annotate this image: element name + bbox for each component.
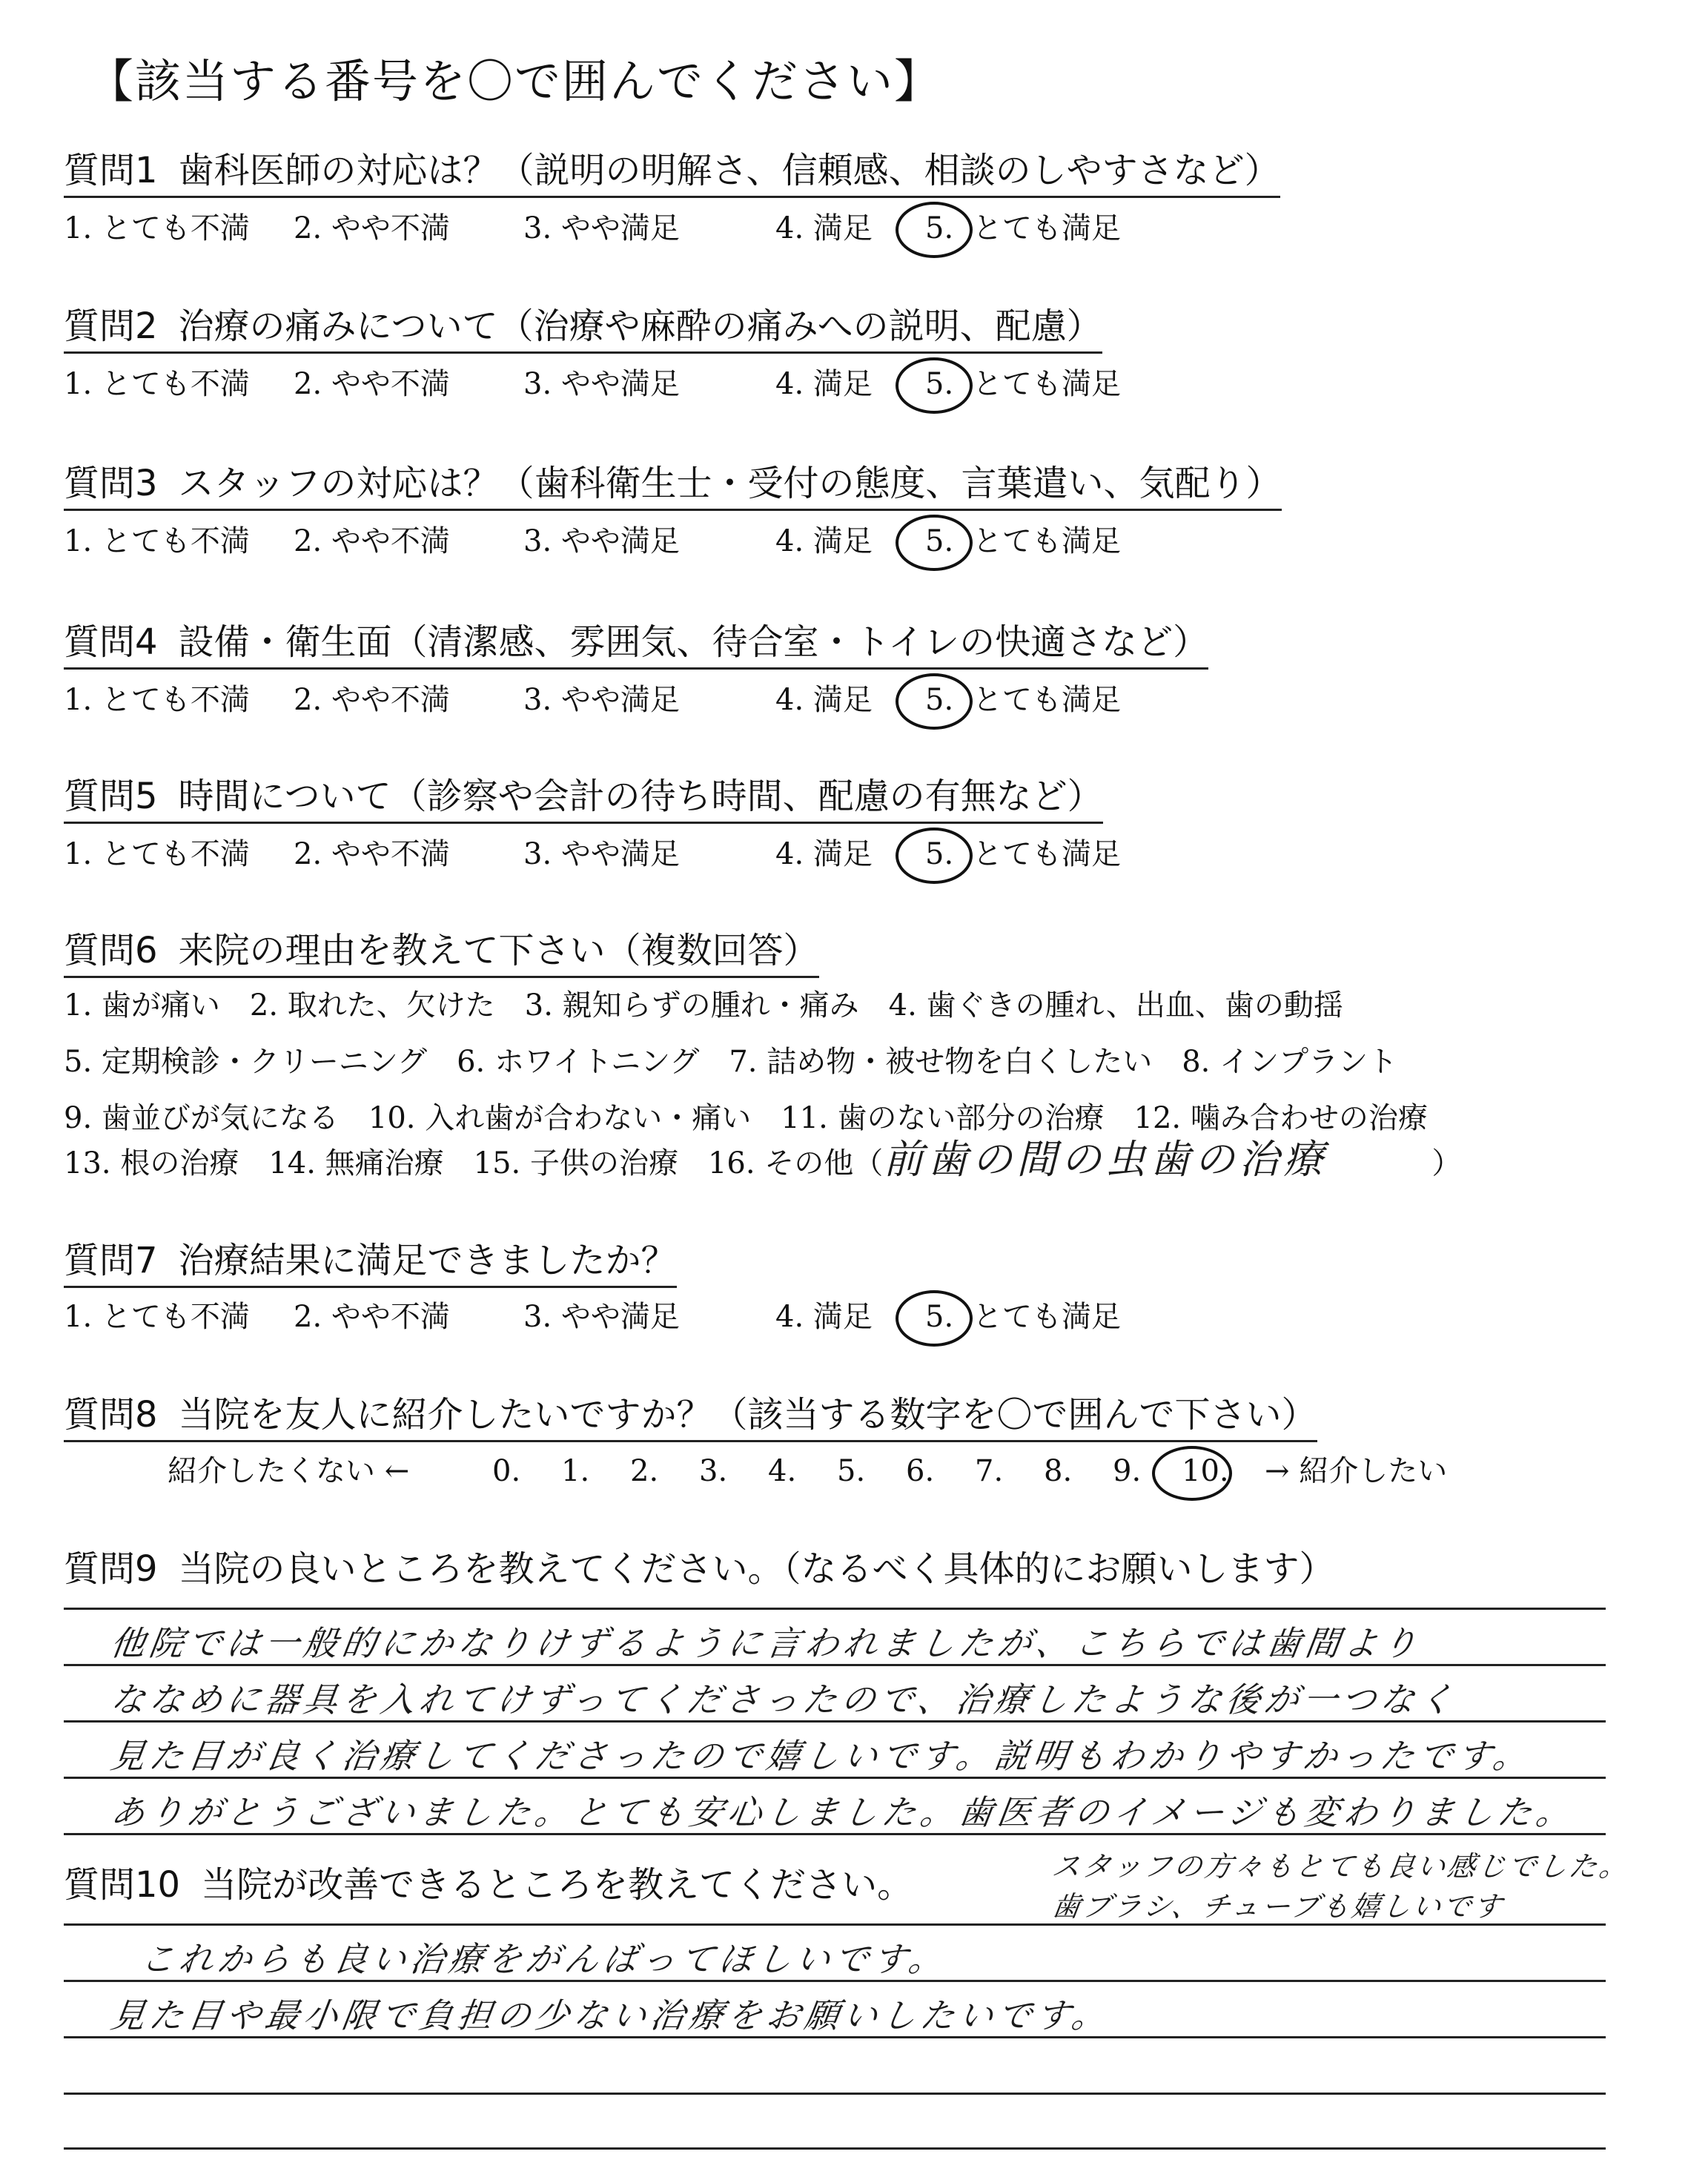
option-4[interactable]: 4. 満足: [775, 367, 873, 401]
q10-answer-2: 見た目や最小限で負担の少ない治療をお願いしたいです。: [107, 1995, 1113, 2035]
option-2[interactable]: 2. やや不満: [294, 837, 450, 871]
option-2[interactable]: 2. やや不満: [294, 1300, 450, 1334]
option-5[interactable]: 5.: [925, 367, 954, 401]
q5-heading: [64, 774, 1103, 824]
option-6[interactable]: とても満足: [973, 211, 1121, 245]
q1-text: 歯科医師の対応は？（説明の明解さ、信頼感、相談のしやすさなど）: [178, 150, 1280, 191]
q8-selected-circle: [1152, 1446, 1232, 1501]
q10-line-5: [64, 2147, 1606, 2150]
q8-scale-0[interactable]: 0.: [492, 1454, 521, 1488]
q10-side-note-1: スタッフの方々もとても良い感じでした。: [1050, 1850, 1632, 1883]
option-6[interactable]: とても満足: [973, 837, 1121, 871]
option-4[interactable]: 4. 満足: [775, 1300, 873, 1334]
q4-label: 質問4: [64, 621, 158, 663]
q10-line-1: [64, 1923, 1606, 1926]
option-3[interactable]: 3. やや満足: [523, 524, 680, 558]
q1-heading: [64, 148, 1280, 198]
q6-options-row-3: 9. 歯並びが気になる 10. 入れ歯が合わない・痛い 11. 歯のない部分の治療 12. 噛み合わせの治療: [64, 1101, 1428, 1135]
q6-options-row-1: 1. 歯が痛い 2. 取れた、欠けた 3. 親知らずの腫れ・痛み 4. 歯ぐきの腫れ、出血、歯の動揺: [64, 988, 1343, 1023]
option-4[interactable]: 4. 満足: [775, 683, 873, 717]
selected-circle: [896, 828, 973, 884]
selected-circle: [896, 202, 973, 258]
q8-scale-3[interactable]: 3.: [699, 1454, 728, 1488]
q10-text: 当院が改善できるところを教えてください。: [201, 1864, 913, 1906]
q6-label: 質問6: [64, 930, 158, 971]
option-2[interactable]: 2. やや不満: [294, 683, 450, 717]
option-2[interactable]: 2. やや不満: [294, 524, 450, 558]
q8-text: 当院を友人に紹介したいですか？（該当する数字を〇で囲んで下さい）: [178, 1394, 1317, 1436]
q8-right-label: → 紹介したい: [1265, 1454, 1448, 1488]
q10-label: 質問10: [64, 1864, 181, 1906]
option-1[interactable]: 1. とても不満: [64, 683, 250, 717]
q2-heading: [64, 304, 1102, 354]
q6-other-answer: 前歯の間の虫歯の治療: [883, 1136, 1328, 1183]
q9-label: 質問9: [64, 1548, 158, 1590]
option-2[interactable]: 2. やや不満: [294, 211, 450, 245]
q7-label: 質問7: [64, 1240, 158, 1281]
q8-label: 質問8: [64, 1394, 158, 1436]
q5-label: 質問5: [64, 776, 158, 817]
q10-answer-1: これからも良い治療をがんばってほしいです。: [137, 1939, 950, 1979]
q4-text: 設備・衛生面（清潔感、雰囲気、待合室・トイレの快適さなど）: [178, 621, 1209, 663]
q3-text: スタッフの対応は？（歯科衛生士・受付の態度、言葉遣い、気配り）: [178, 463, 1282, 504]
q8-scale-4[interactable]: 4.: [768, 1454, 797, 1488]
option-3[interactable]: 3. やや満足: [523, 211, 680, 245]
option-4[interactable]: 4. 満足: [775, 837, 873, 871]
q8-left-label: 紹介したくない ←: [168, 1454, 410, 1488]
option-1[interactable]: 1. とても不満: [64, 1300, 250, 1334]
q6-options-row-4: [64, 1136, 1462, 1183]
selected-circle: [896, 357, 973, 414]
q9-answer-1: 他院では一般的にかなりけずるように言われましたが、こちらでは歯間より: [107, 1623, 1424, 1663]
option-3[interactable]: 3. やや満足: [523, 837, 680, 871]
q7-text: 治療結果に満足できましたか？: [178, 1240, 677, 1281]
option-5[interactable]: 5.: [925, 524, 954, 558]
option-4[interactable]: 4. 満足: [775, 211, 873, 245]
q8-scale-6[interactable]: 6.: [906, 1454, 935, 1488]
q8-scale-1[interactable]: 1.: [561, 1454, 590, 1488]
q3-label: 質問3: [64, 463, 158, 504]
q9-answer-4: ありがとうございました。とても安心しました。歯医者のイメージも変わりました。: [107, 1792, 1578, 1832]
option-3[interactable]: 3. やや満足: [523, 367, 680, 401]
option-1[interactable]: 1. とても不満: [64, 367, 250, 401]
q7-heading: [64, 1238, 677, 1288]
q8-scale-5[interactable]: 5.: [837, 1454, 866, 1488]
q6-heading: [64, 928, 819, 978]
selected-circle: [896, 1290, 973, 1347]
q6-text: 来院の理由を教えて下さい（複数回答）: [178, 930, 819, 971]
option-6[interactable]: とても満足: [973, 367, 1121, 401]
q3-heading: [64, 461, 1282, 511]
q9-answer-2: ななめに器具を入れてけずってくださったので、治療したような後が一つなく: [107, 1680, 1460, 1720]
option-6[interactable]: とても満足: [973, 1300, 1121, 1334]
q10-line-4: [64, 2093, 1606, 2095]
q10-side-note-2: 歯ブラシ、チューブも嬉しいです: [1050, 1890, 1506, 1923]
option-2[interactable]: 2. やや不満: [294, 367, 450, 401]
option-3[interactable]: 3. やや満足: [523, 1300, 680, 1334]
option-6[interactable]: とても満足: [973, 524, 1121, 558]
option-1[interactable]: 1. とても不満: [64, 524, 250, 558]
q8-scale-9[interactable]: 9.: [1113, 1454, 1142, 1488]
q5-text: 時間について（診察や会計の待ち時間、配慮の有無など）: [178, 776, 1103, 817]
option-1[interactable]: 1. とても不満: [64, 211, 250, 245]
q9-text: 当院の良いところを教えてください。（なるべく具体的にお願いします）: [178, 1548, 1335, 1590]
q6-options-row-2: 5. 定期検診・クリーニング 6. ホワイトニング 7. 詰め物・被せ物を白くしたい 8. インプラント: [64, 1045, 1398, 1079]
option-4[interactable]: 4. 満足: [775, 524, 873, 558]
q9-line-1: [64, 1608, 1606, 1610]
option-5[interactable]: 5.: [925, 683, 954, 717]
option-6[interactable]: とても満足: [973, 683, 1121, 717]
option-3[interactable]: 3. やや満足: [523, 683, 680, 717]
q8-scale-2[interactable]: 2.: [630, 1454, 659, 1488]
option-5[interactable]: 5.: [925, 211, 954, 245]
q9-heading: [64, 1547, 1335, 1591]
q8-scale-8[interactable]: 8.: [1044, 1454, 1073, 1488]
q2-text: 治療の痛みについて（治療や麻酔の痛みへの説明、配慮）: [178, 305, 1102, 347]
instruction-heading: 【該当する番号を〇で囲んでください】: [87, 54, 942, 108]
q8-scale-7[interactable]: 7.: [975, 1454, 1004, 1488]
selected-circle: [896, 515, 973, 571]
option-5[interactable]: 5.: [925, 837, 954, 871]
selected-circle: [896, 673, 973, 730]
q8-heading: [64, 1393, 1317, 1442]
q9-answer-3: 見た目が良く治療してくださったので嬉しいです。説明もわかりやすかったです。: [107, 1736, 1535, 1776]
option-5[interactable]: 5.: [925, 1300, 954, 1334]
option-1[interactable]: 1. とても不満: [64, 837, 250, 871]
q6-close-paren: ）: [1431, 1146, 1462, 1180]
q2-label: 質問2: [64, 305, 158, 347]
q6-last-row: 13. 根の治療 14. 無痛治療 15. 子供の治療 16. その他（: [64, 1146, 884, 1180]
q1-label: 質問1: [64, 150, 158, 191]
q8-scale-10[interactable]: 10.: [1182, 1454, 1229, 1488]
q4-heading: [64, 620, 1208, 670]
q10-heading: [64, 1863, 913, 1907]
